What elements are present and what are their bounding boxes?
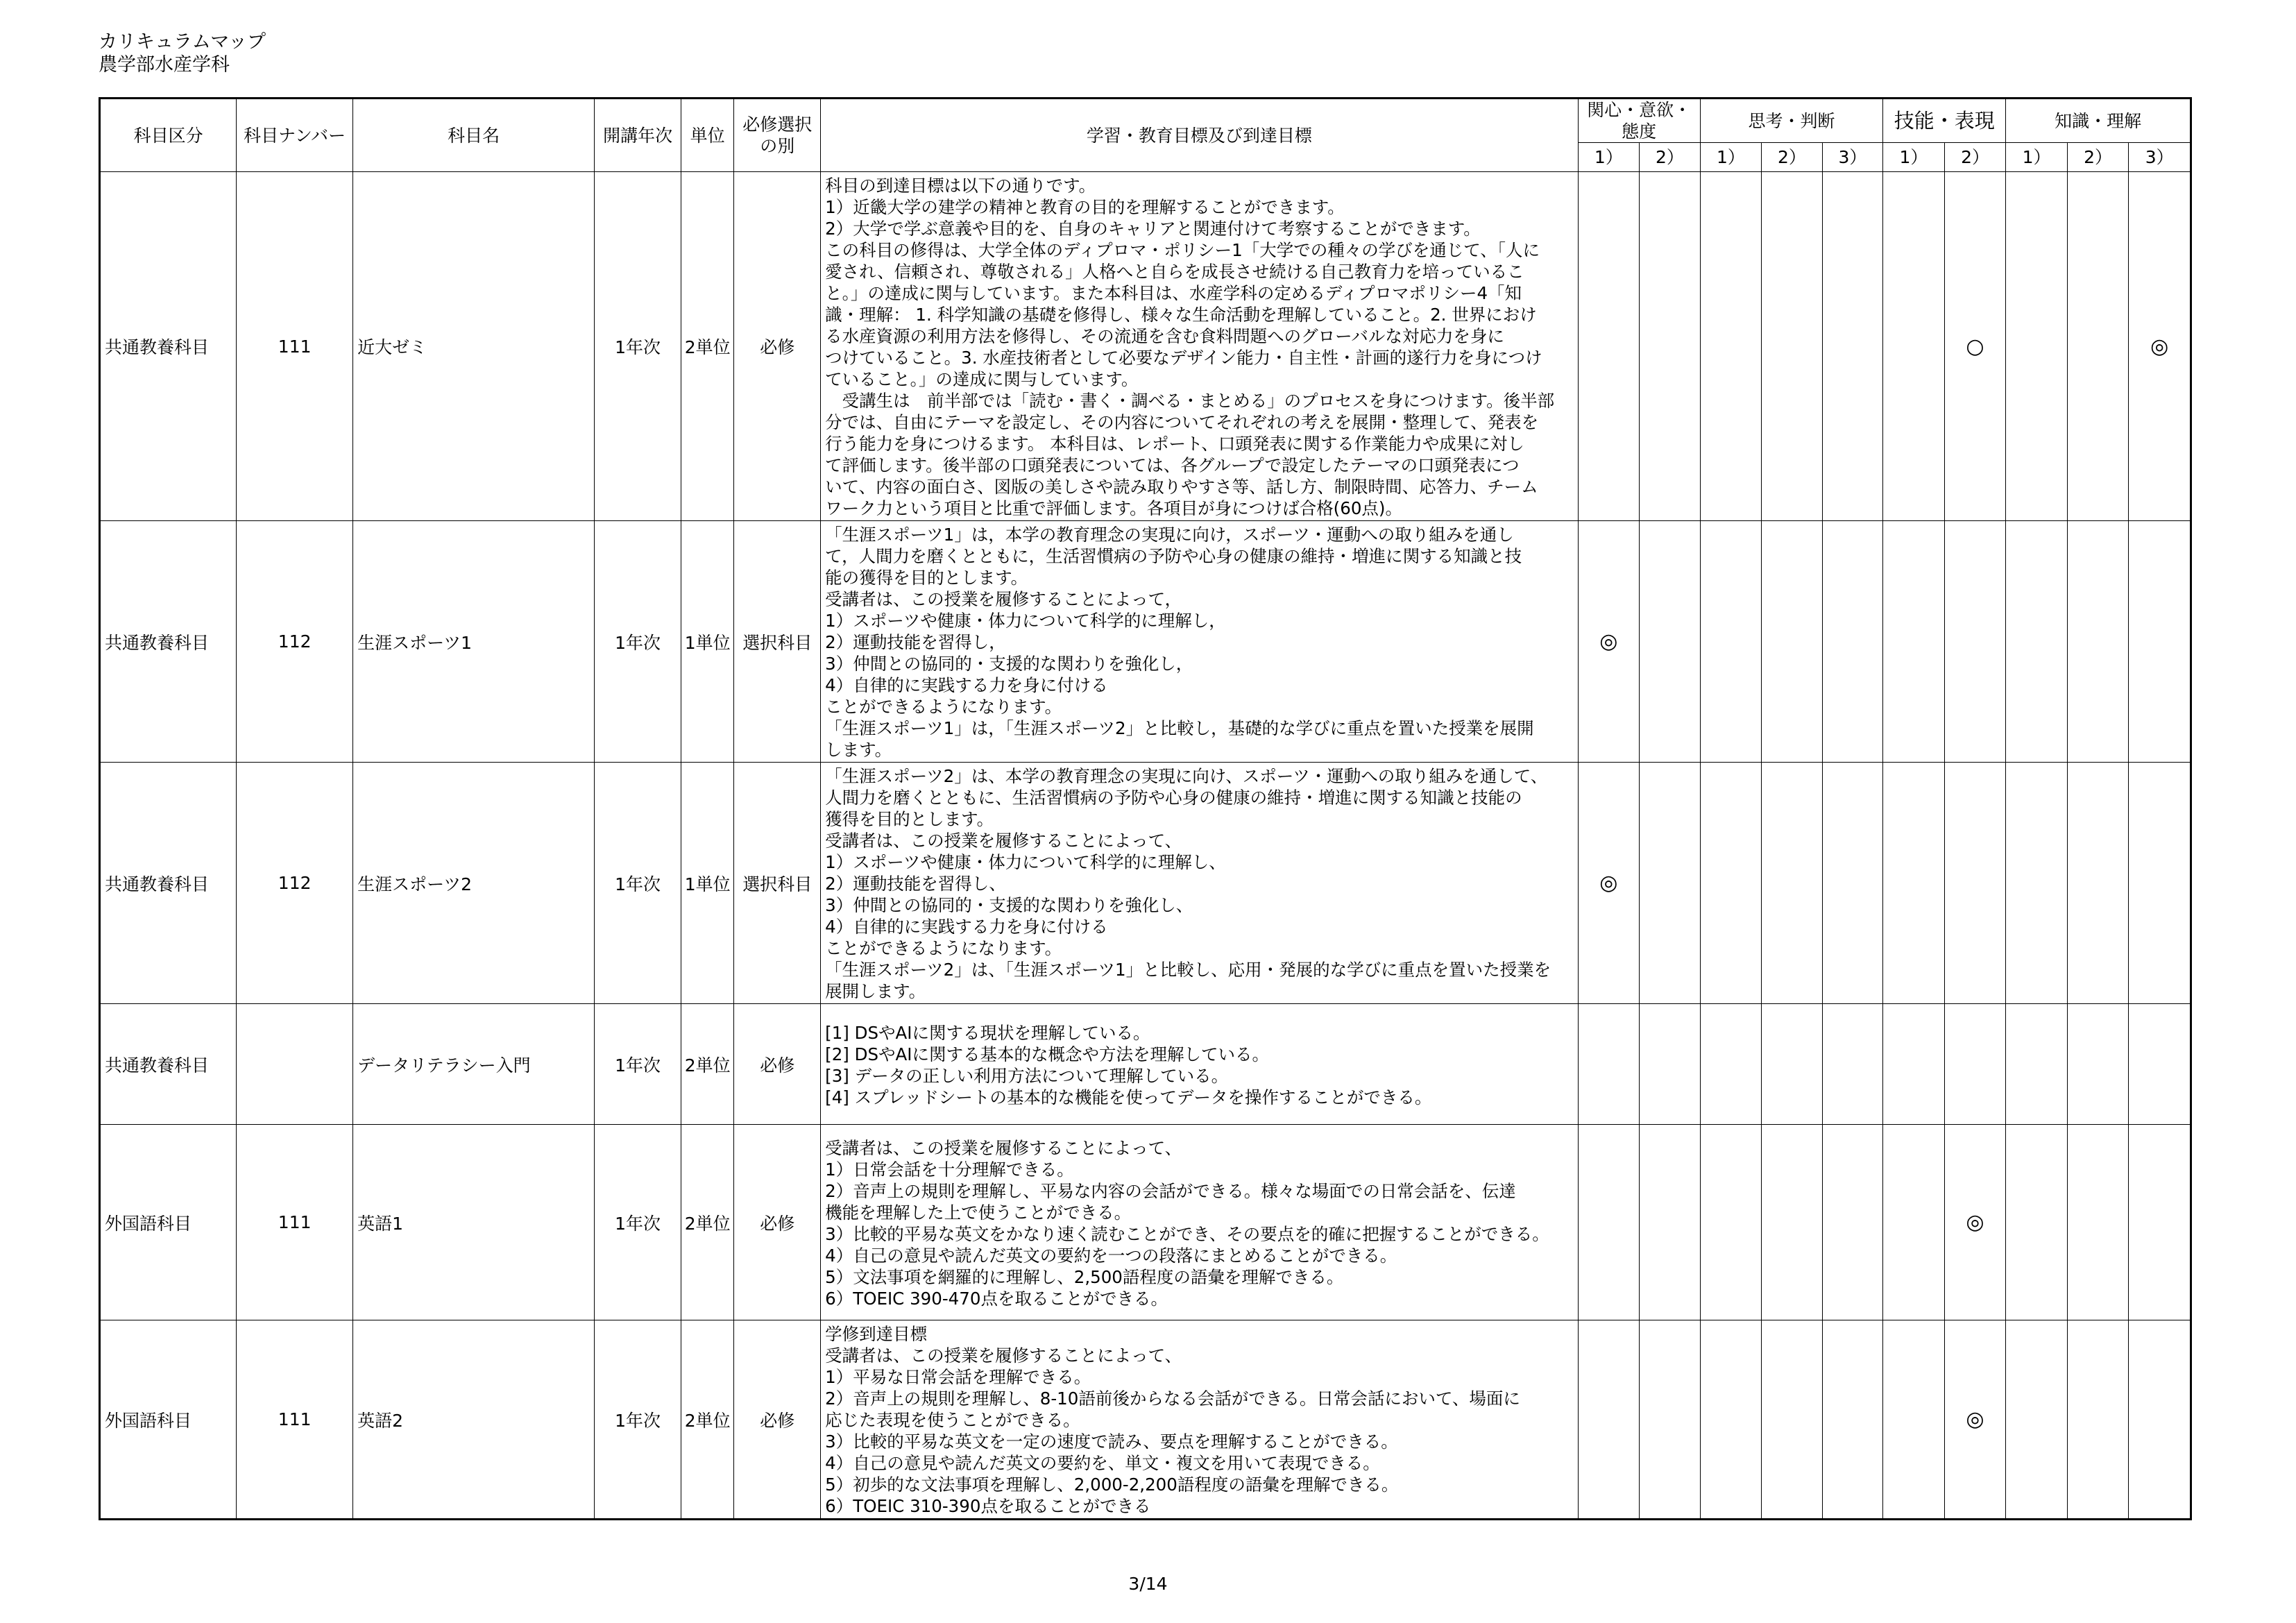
goal-line: 行う能力を身につけるます。 本科目は、レポート、口頭発表に関する作業能力や成果に対し: [825, 434, 1524, 454]
course-credits: 1単位: [681, 763, 733, 1004]
course-credits: 1単位: [681, 521, 733, 763]
goal-mark-cell: ◎: [1578, 521, 1640, 763]
course-category: 共通教養科目: [100, 172, 237, 521]
goal-line: 「生涯スポーツ2」は、「生涯スポーツ1」と比較し、応用・発展的な学びに重点を置いた授業を: [825, 960, 1551, 980]
goal-line: 4）自律的に実践する力を身に付ける: [825, 917, 1108, 937]
header-group-thinking: 思考・判断: [1700, 99, 1883, 143]
goal-line: 3）仲間との協同的・支援的な関わりを強化し、: [825, 895, 1193, 915]
header-goals: 学習・教育目標及び到達目標: [821, 99, 1578, 172]
goal-line: 受講者は、この授業を履修することによって、: [825, 831, 1182, 851]
goal-line: 3）仲間との協同的・支援的な関わりを強化し，: [825, 654, 1193, 674]
goal-mark-cell: [2129, 1125, 2191, 1320]
goal-mark-cell: [1883, 172, 1945, 521]
goal-mark-cell: [2006, 172, 2068, 521]
goal-line: 学修到達目標: [825, 1324, 928, 1344]
curriculum-map-table: [99, 97, 2192, 1520]
goal-line: 1）スポーツや健康・体力について科学的に理解し，: [825, 611, 1226, 631]
goal-mark-cell: ○: [1944, 172, 2006, 521]
goal-mark-cell: [1883, 1320, 1945, 1520]
goal-mark-cell: [1700, 521, 1762, 763]
goal-line: 2）運動技能を習得し、: [825, 874, 1006, 894]
course-required: 選択科目: [734, 521, 821, 763]
header-credits: 単位: [681, 99, 733, 172]
goal-mark-cell: [2129, 1004, 2191, 1125]
course-year: 1年次: [595, 763, 681, 1004]
course-number: 111: [237, 1320, 353, 1520]
goal-mark-cell: [1578, 1004, 1640, 1125]
goal-mark-cell: [1578, 1125, 1640, 1320]
course-goals: [821, 172, 1578, 521]
goal-line: て評価します。後半部の口頭発表については、各グループで設定したテーマの口頭発表につ: [825, 455, 1520, 475]
goal-line: 1）日常会話を十分理解できる。: [825, 1159, 1074, 1180]
header-year: 開講年次: [595, 99, 681, 172]
course-number: 112: [237, 521, 353, 763]
goal-line: 機能を理解した上で使うことができる。: [825, 1202, 1132, 1223]
goal-mark-cell: [2006, 1125, 2068, 1320]
subheader-thinking-2: 2）: [1762, 143, 1823, 172]
goal-line: 愛され、信頼され、尊敬される」人格へと自らを成長させ続ける自己教育力を培っているこ: [825, 262, 1524, 282]
goal-mark-cell: [2129, 763, 2191, 1004]
goal-mark-cell: [2006, 521, 2068, 763]
goal-line: 科目の到達目標は以下の通りです。: [825, 176, 1096, 196]
goal-line: します。: [825, 740, 892, 760]
course-name: 生涯スポーツ1: [353, 521, 595, 763]
goal-line: と。」の達成に関与しています。また本科目は、水産学科の定めるディプロマポリシー4「知: [825, 283, 1522, 303]
goal-line: 4）自己の意見や読んだ英文の要約を、単文・複文を用いて表現できる。: [825, 1453, 1380, 1473]
page-number: 3/14: [1128, 1574, 1168, 1594]
subheader-knowledge-3: 3）: [2129, 143, 2191, 172]
goal-mark-cell: [1762, 1004, 1823, 1125]
goal-mark-cell: [1640, 172, 1701, 521]
document-title: [99, 31, 266, 76]
goal-line: ことができるようになります。: [825, 697, 1062, 717]
goal-mark-cell: [1822, 763, 1883, 1004]
course-name: 近大ゼミ: [353, 172, 595, 521]
goal-mark-cell: [1762, 1320, 1823, 1520]
course-goals: [821, 1004, 1578, 1125]
goal-mark-cell: [1640, 1004, 1701, 1125]
header-group-interest: [1578, 99, 1700, 143]
goal-line: いて、内容の面白さ、図版の美しさや読み取りやすさ等、話し方、制限時間、応答力、チーム: [825, 477, 1538, 497]
header-group-knowledge: 知識・理解: [2006, 99, 2191, 143]
course-year: 1年次: [595, 1320, 681, 1520]
course-required: 必修: [734, 1320, 821, 1520]
subheader-skills-2: 2）: [1944, 143, 2006, 172]
course-number: 111: [237, 172, 353, 521]
goal-mark-cell: [1640, 521, 1701, 763]
header-group-skills: 技能・表現: [1883, 99, 2006, 143]
course-name: 英語1: [353, 1125, 595, 1320]
subheader-knowledge-2: 2）: [2067, 143, 2129, 172]
goal-mark-cell: [1578, 172, 1640, 521]
goal-mark-cell: [1640, 1125, 1701, 1320]
goal-line: ことができるようになります。: [825, 938, 1062, 958]
goal-line: 受講者は、この授業を履修することによって、: [825, 1345, 1182, 1366]
course-year: 1年次: [595, 521, 681, 763]
goal-line: 応じた表現を使うことができる。: [825, 1410, 1080, 1430]
course-required: 必修: [734, 1125, 821, 1320]
goal-mark-cell: [1640, 1320, 1701, 1520]
goal-line: 展開します。: [825, 981, 926, 1001]
subheader-thinking-3: 3）: [1822, 143, 1883, 172]
course-required: 必修: [734, 1004, 821, 1125]
goal-line: 識・理解： 1. 科学知識の基礎を修得し、様々な生命活動を理解していること。2. 世界におけ: [825, 305, 1537, 325]
goal-mark-cell: [2129, 521, 2191, 763]
goal-mark-cell: ◎: [2129, 172, 2191, 521]
goal-mark-cell: [2067, 172, 2129, 521]
goal-line: 4）自律的に実践する力を身に付ける: [825, 675, 1108, 695]
goal-mark-cell: [1822, 172, 1883, 521]
subheader-thinking-1: 1）: [1700, 143, 1762, 172]
goal-line: 人間力を磨くとともに、生活習慣病の予防や心身の健康の維持・増進に関する知識と技能の: [825, 788, 1522, 808]
goal-line: ていること。」の達成に関与しています。: [825, 369, 1139, 389]
course-year: 1年次: [595, 1125, 681, 1320]
course-goals: [821, 521, 1578, 763]
subheader-skills-1: 1）: [1883, 143, 1945, 172]
goal-line: 1）近畿大学の建学の精神と教育の目的を理解することができます。: [825, 197, 1345, 217]
goal-line: 6）TOEIC 310-390点を取ることができる: [825, 1496, 1151, 1516]
goal-line: 受講者は、この授業を履修することによって、: [825, 1137, 1182, 1158]
title-line-1: カリキュラムマップ: [99, 31, 266, 53]
goal-mark-cell: [1700, 172, 1762, 521]
goal-line: 3）比較的平易な英文を一定の速度で読み、要点を理解することができる。: [825, 1431, 1398, 1452]
goal-line: 1）平易な日常会話を理解できる。: [825, 1367, 1091, 1387]
course-category: 共通教養科目: [100, 763, 237, 1004]
course-year: 1年次: [595, 1004, 681, 1125]
goal-mark-cell: [1822, 1125, 1883, 1320]
goal-mark-cell: ◎: [1944, 1125, 2006, 1320]
goal-mark-cell: [2006, 1004, 2068, 1125]
header-name: 科目名: [353, 99, 595, 172]
goal-line: つけていること。3. 水産技術者として必要なデザイン能力・自主性・計画的遂行力を身につけ: [825, 348, 1542, 368]
header-required: [734, 99, 821, 172]
goal-line: [1] DSやAIに関する現状を理解している。: [825, 1022, 1150, 1043]
goal-line: ワーク力という項目と比重で評価します。各項目が身につけば合格(60点)。: [825, 498, 1402, 518]
goal-line: 2）大学で学ぶ意義や目的を、自身のキャリアと関連付けて考察することができます。: [825, 219, 1481, 239]
course-goals: [821, 763, 1578, 1004]
course-credits: 2単位: [681, 1125, 733, 1320]
goal-line: 受講者は、この授業を履修することによって，: [825, 589, 1182, 609]
header-number: 科目ナンバー: [237, 99, 353, 172]
goal-line: 2）運動技能を習得し，: [825, 632, 1006, 652]
goal-mark-cell: [1944, 521, 2006, 763]
goal-mark-cell: [1822, 1004, 1883, 1125]
goal-line: 獲得を目的とします。: [825, 809, 994, 829]
goal-mark-cell: [1640, 763, 1701, 1004]
table-row: [100, 1004, 2191, 1125]
goal-line: 能の獲得を目的とします。: [825, 568, 1028, 588]
course-category: 共通教養科目: [100, 1004, 237, 1125]
goal-line: 5）文法事項を網羅的に理解し、2,500語程度の語彙を理解できる。: [825, 1266, 1344, 1287]
table-row: [100, 1125, 2191, 1320]
goal-mark-cell: [1700, 1320, 1762, 1520]
course-number: 112: [237, 763, 353, 1004]
goal-mark-cell: [2006, 763, 2068, 1004]
course-category: 共通教養科目: [100, 521, 237, 763]
goal-mark-cell: [2006, 1320, 2068, 1520]
course-credits: 2単位: [681, 1004, 733, 1125]
goal-mark-cell: [2067, 1004, 2129, 1125]
subheader-knowledge-1: 1）: [2006, 143, 2068, 172]
header-category: 科目区分: [100, 99, 237, 172]
goal-line: る水産資源の利用方法を修得し、その流通を含む食料問題へのグローバルな対応力を身に: [825, 326, 1504, 346]
goal-line: この科目の修得は、大学全体のディプロマ・ポリシー1「大学での種々の学びを通じて、「人に: [825, 240, 1540, 260]
goal-line: 3）比較的平易な英文をかなり速く読むことができ、その要点を的確に把握することができる。: [825, 1223, 1549, 1244]
goal-line: 「生涯スポーツ1」は，本学の教育理念の実現に向け，スポーツ・運動への取り組みを通し: [825, 525, 1514, 545]
table-row: [100, 763, 2191, 1004]
table-row: [100, 1320, 2191, 1520]
goal-line: [3] データの正しい利用方法について理解している。: [825, 1065, 1229, 1086]
header-required-line-2: の別: [760, 136, 795, 156]
subheader-interest-1: 1）: [1578, 143, 1640, 172]
table-row: [100, 521, 2191, 763]
goal-line: [4] スプレッドシートの基本的な機能を使ってデータを操作することができる。: [825, 1087, 1432, 1107]
goal-line: 受講生は 前半部では「読む・書く・調べる・まとめる」のプロセスを身につけます。後半部: [825, 391, 1555, 411]
table-body: [100, 172, 2191, 1520]
goal-line: 2）音声上の規則を理解し、8-10語前後からなる会話ができる。日常会話において、場面に: [825, 1388, 1520, 1409]
goal-line: て，人間力を磨くとともに，生活習慣病の予防や心身の健康の維持・増進に関する知識と技: [825, 546, 1522, 566]
goal-mark-cell: ◎: [1944, 1320, 2006, 1520]
course-category: 外国語科目: [100, 1125, 237, 1320]
course-name: 英語2: [353, 1320, 595, 1520]
course-credits: 2単位: [681, 1320, 733, 1520]
course-required: 選択科目: [734, 763, 821, 1004]
goal-mark-cell: [1762, 521, 1823, 763]
goal-mark-cell: [1700, 763, 1762, 1004]
goal-mark-cell: [1883, 1004, 1945, 1125]
goal-mark-cell: [1883, 1125, 1945, 1320]
goal-mark-cell: [1762, 1125, 1823, 1320]
table-row: [100, 172, 2191, 521]
course-goals: [821, 1125, 1578, 1320]
header-group-interest-line-2: 態度: [1622, 121, 1657, 142]
goal-mark-cell: [1883, 521, 1945, 763]
goal-line: 1）スポーツや健康・体力について科学的に理解し、: [825, 852, 1226, 872]
header-required-line-1: 必修選択: [742, 114, 813, 135]
goal-mark-cell: [1944, 1004, 2006, 1125]
course-goals: [821, 1320, 1578, 1520]
goal-mark-cell: [1700, 1125, 1762, 1320]
goal-mark-cell: [1822, 1320, 1883, 1520]
subheader-interest-2: 2）: [1640, 143, 1701, 172]
goal-mark-cell: [2067, 1320, 2129, 1520]
goal-line: [2] DSやAIに関する基本的な概念や方法を理解している。: [825, 1044, 1270, 1064]
goal-mark-cell: [1822, 521, 1883, 763]
course-credits: 2単位: [681, 172, 733, 521]
course-number: 111: [237, 1125, 353, 1320]
goal-mark-cell: [1762, 172, 1823, 521]
title-line-2: 農学部水産学科: [99, 54, 230, 76]
course-required: 必修: [734, 172, 821, 521]
goal-mark-cell: [2067, 763, 2129, 1004]
course-name: 生涯スポーツ2: [353, 763, 595, 1004]
goal-mark-cell: [2067, 521, 2129, 763]
goal-line: 2）音声上の規則を理解し、平易な内容の会話ができる。様々な場面での日常会話を、伝達: [825, 1180, 1516, 1201]
goal-line: 4）自己の意見や読んだ英文の要約を一つの段落にまとめることができる。: [825, 1245, 1397, 1266]
goal-line: 6）TOEIC 390-470点を取ることができる。: [825, 1288, 1168, 1309]
course-name: データリテラシー入門: [353, 1004, 595, 1125]
goal-mark-cell: [2067, 1125, 2129, 1320]
goal-mark-cell: [1883, 763, 1945, 1004]
goal-mark-cell: ◎: [1578, 763, 1640, 1004]
goal-mark-cell: [1762, 763, 1823, 1004]
goal-line: 5）初歩的な文法事項を理解し、2,000-2,200語程度の語彙を理解できる。: [825, 1475, 1399, 1495]
goal-mark-cell: [2129, 1320, 2191, 1520]
goal-mark-cell: [1578, 1320, 1640, 1520]
goal-line: 分では、自由にテーマを設定し、その内容についてそれぞれの考えを展開・整理して、発表を: [825, 412, 1539, 432]
course-number: [237, 1004, 353, 1125]
goal-mark-cell: [1700, 1004, 1762, 1125]
goal-mark-cell: [1944, 763, 2006, 1004]
goal-line: 「生涯スポーツ2」は、本学の教育理念の実現に向け、スポーツ・運動への取り組みを通して、: [825, 766, 1548, 786]
goal-line: 「生涯スポーツ1」は，「生涯スポーツ2」と比較し，基礎的な学びに重点を置いた授業を展開: [825, 718, 1534, 738]
course-category: 外国語科目: [100, 1320, 237, 1520]
header-group-interest-line-1: 関心・意欲・: [1587, 100, 1692, 120]
course-year: 1年次: [595, 172, 681, 521]
